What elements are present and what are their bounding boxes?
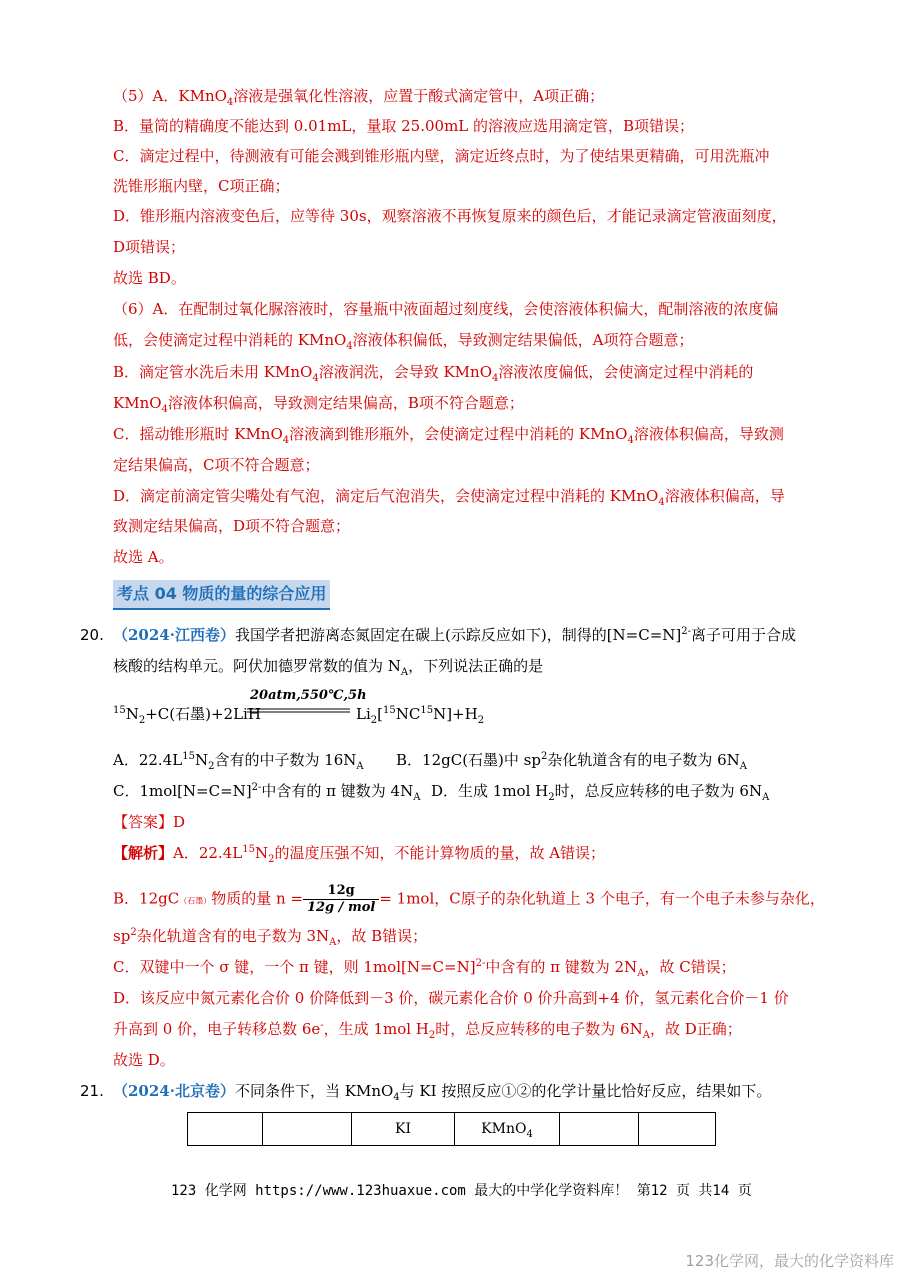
question-20-conclusion: 故选 D。 [113, 1051, 175, 1069]
explanation-6-b2: KMnO$_4$溶液体积偏高，导致测定结果偏高，B项不符合题意； [113, 394, 524, 415]
question-20-stem-line1: （2024·江西卷）我国学者把游离态氮固定在碳上(示踪反应如下)，制得的[N=C=N]$^{2-}$离子可用于合成 [113, 626, 797, 644]
reaction-condition: 20atm,550℃,5h [250, 688, 367, 703]
explanation-5-b: B．量筒的精确度不能达到 0.01mL，量取 25.00mL 的溶液应选用滴定管，B项错误； [113, 117, 695, 135]
explanation-5-a: （5）A．KMnO$_4$溶液是强氧化性溶液，应置于酸式滴定管中，A项正确； [113, 87, 605, 108]
reaction-left-side: $^{15}N_2+C$(石墨)+2LiH [113, 705, 261, 726]
explanation-5-c2: 洗锥形瓶内壁，C项正确； [113, 177, 290, 195]
section-heading: 考点 04 物质的量的综合应用 [113, 580, 330, 610]
explanation-5-conclusion: 故选 BD。 [113, 269, 186, 287]
analysis-b2: $sp^2$杂化轨道含有的电子数为 $3N_A$，故 B错误； [113, 927, 428, 948]
table-cell [639, 1113, 716, 1146]
reaction-equals-lines [247, 708, 352, 714]
table-cell [560, 1113, 639, 1146]
option-d: D．生成 1mol $H_2$时，总反应转移的电子数为 $6N_A$ [431, 782, 770, 803]
explanation-6-d1: D．滴定前滴定管尖嘴处有气泡，滴定后气泡消失，会使滴定过程中消耗的 KMnO$_4$溶液体积偏高，导 [113, 487, 785, 508]
analysis-b1: B．12gC（石墨）物质的量 n = $\frac{12g}{\text{12g / mol}}$ = 1mol，C原子的杂化轨道上 3 个电子，有一个电子未参与杂化， [113, 883, 825, 915]
page-footer: 123 化学网 https://www.123huaxue.com 最大的中学化学资料库！ 第12 页 共14 页 [171, 1183, 752, 1199]
question-20-stem-line2: 核酸的结构单元。阿伏加德罗常数的值为 $N_A$，下列说法正确的是 [113, 657, 544, 678]
option-b: B．12gC(石墨)中 $sp^2$杂化轨道含有的电子数为 $6N_A$ [396, 751, 748, 772]
option-a: A．$22.4L^{15}N_2$含有的中子数为 $16N_A$ [113, 751, 364, 772]
explanation-6-a1: （6）A．在配制过氧化脲溶液时，容量瓶中液面超过刻度线，会使溶液体积偏大，配制溶液的浓度偏 [113, 300, 779, 318]
table-cell: KI [352, 1113, 455, 1146]
mole-fraction: $\frac{12g}{\text{12g / mol}}$ [303, 883, 379, 916]
table-cell [188, 1113, 263, 1146]
option-c: C．1mol[N=C=N]$^{2-}$中含有的 π 键数为 $4N_A$ [113, 782, 421, 803]
question-21-stem: （2024·北京卷）不同条件下，当 KMnO$_4$与 KI 按照反应①②的化学计量比恰好反应，结果如下。 [113, 1082, 772, 1103]
reaction-right-side: $Li_2[^{15}NC^{15}N]+H_2$ [356, 705, 485, 726]
explanation-5-d1: D．锥形瓶内溶液变色后，应等待 30s，观察溶液不再恢复原来的颜色后，才能记录滴定管液面刻度， [113, 207, 787, 225]
explanation-6-b1: B．滴定管水洗后未用 KMnO$_4$溶液润洗，会导致 KMnO$_4$溶液浓度偏低，会使滴定过程中消耗的 [113, 363, 754, 384]
table-cell [263, 1113, 352, 1146]
analysis-c: C．双键中一个 σ 键，一个 π 键，则 1mol[N=C=N]$^{2-}$中含有的 π 键数为 $2N_A$，故 C错误； [113, 958, 736, 979]
explanation-6-c1: C．摇动锥形瓶时 KMnO$_4$溶液滴到锥形瓶外，会使滴定过程中消耗的 KMnO$_4$溶液体积偏高，导致测 [113, 425, 784, 446]
explanation-6-c2: 定结果偏高，C项不符合题意； [113, 456, 320, 474]
question-21-number: 21. [80, 1082, 104, 1100]
watermark: 123化学网，最大的化学资料库 [685, 1252, 894, 1270]
result-table [187, 1112, 716, 1146]
reaction-equals-sign [247, 691, 352, 699]
analysis-d2: 升高到 0 价，电子转移总数 6e-，生成 1mol $H_2$时，总反应转移的电子数为 $6N_A$，故 D正确； [113, 1020, 742, 1041]
answer: 【答案】D [113, 813, 186, 831]
explanation-6-a2: 低，会使滴定过程中消耗的 KMnO$_4$溶液体积偏低，导致测定结果偏低，A项符合题意； [113, 331, 694, 352]
explanation-6-d2: 致测定结果偏高，D项不符合题意； [113, 517, 351, 535]
question-20-number: 20. [80, 626, 104, 644]
explanation-6-conclusion: 故选 A。 [113, 548, 174, 566]
explanation-5-d2: D项错误； [113, 238, 186, 256]
analysis-a: 【解析】A．$22.4L^{15}N_2$的温度压强不知，不能计算物质的量，故 A错误； [113, 844, 606, 865]
table-cell-kmno4: KMnO$_4$ [455, 1113, 560, 1146]
explanation-5-c1: C．滴定过程中，待测液有可能会溅到锥形瓶内壁，滴定近终点时，为了使结果更精确，可用洗瓶冲 [113, 147, 770, 165]
table-row [188, 1113, 716, 1146]
analysis-d1: D．该反应中氮元素化合价 0 价降低到－3 价，碳元素化合价 0 价升高到+4 价，氢元素化合价－1 价 [113, 989, 789, 1007]
